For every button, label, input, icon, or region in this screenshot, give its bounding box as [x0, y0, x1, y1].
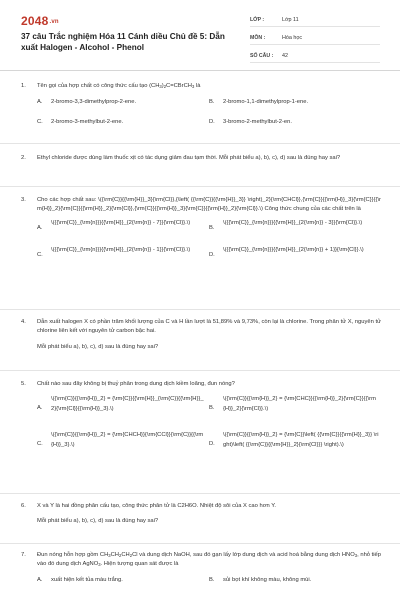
option-c[interactable]: C. 2-bromo-3-methylbut-2-ene. — [37, 119, 124, 126]
option-a[interactable]: A. xuất hiện kết tủa màu trắng. — [37, 576, 123, 583]
question-separator — [0, 370, 400, 371]
question-number: 2. — [21, 155, 26, 161]
meta-info — [250, 13, 380, 67]
question-5 — [21, 380, 381, 467]
worksheet-header — [0, 0, 400, 66]
question-text: Chất nào sau đây không bị thuỷ phân trong dung dịch kiềm loãng, đun nóng? — [37, 381, 235, 387]
question-text: Dẫn xuất halogen X có phần trăm khối lượng của C và H lần lượt là 51,89% và 9,73%, còn lại là chlorine. Trong phân tử X, nguyên tử chlorine liên kết với nguyên tử carbon bậc hai. — [37, 319, 381, 335]
option-d[interactable]: D. 3-bromo-2-methylbut-2-en. — [209, 119, 292, 126]
meta-label: LỚP : — [250, 16, 265, 23]
question-text: Cho các hợp chất sau: \({\rm{C}}{{\rm{H}}_3}{\rm{Cl}},{\left( {{\rm{C}}{{\rm{H}}_3}} \right)_2}{\rm{CHCl}},{\rm{C}}{{\rm{H}}_3}{\rm{C}}{{\rm{H}}_2}{\rm{C}}{{\rm{H}}_2}{\rm{Cl}},{\rm{C}}{{\rm{H}}_3}{\rm{C}}{{\rm{H}}_2}{\rm{Cl}}.\) Công thức chung của các chất trên là — [37, 197, 381, 213]
meta-label: SỐ CÂU : — [250, 52, 274, 59]
question-1 — [21, 82, 381, 132]
question-number: 1. — [21, 83, 26, 89]
meta-row-socau — [250, 49, 380, 63]
option-a[interactable]: A. \({{\rm{C}}_{\rm{n}}}{{\rm{H}}_{2{\rm{n}} - 7}}{\rm{Cl}}.\) — [37, 219, 191, 231]
meta-row-mon — [250, 31, 380, 45]
question-text: Đun nóng hỗn hợp gồm $CH_3CH_2CH_2Cl$ và dung dịch NaOH, sau đó gạn lấy lớp dung dịch và acid hoá bằng dung dịch $HNO_3$, nhỏ tiếp vào đó dung dịch AgNO$_3$. Hiện tượng quan sát được là — [37, 552, 382, 568]
question-number: 6. — [21, 503, 26, 509]
meta-value: Hóa học — [282, 34, 303, 41]
option-b[interactable]: B. \({\rm{C}}{{\rm{H}}_2} = {\rm{CHC}}{{\rm{H}}_2}{\rm{C}}{{\rm{H}}_2}{\rm{Cl}}.\) — [209, 396, 376, 412]
option-b[interactable]: B. \({{\rm{C}}_{\rm{n}}}{{\rm{H}}_{2{\rm{n}} - 3}}{\rm{Cl}}.\) — [209, 219, 363, 231]
options-list — [37, 219, 381, 271]
question-4 — [21, 318, 381, 352]
meta-label: MÔN : — [250, 34, 266, 41]
question-separator — [0, 143, 400, 144]
question-separator — [0, 493, 400, 494]
option-b[interactable]: B. sủi bọt khí không màu, không mùi. — [209, 576, 312, 583]
question-number: 7. — [21, 552, 26, 558]
option-d[interactable]: D. \({\rm{C}}{{\rm{H}}_2} = {\rm{C}}\left( {{\rm{C}}{{\rm{H}}_3}} \right)\left( {{\rm{C}}{{\rm{H}}_2}{\rm{Cl}}} \right).\) — [209, 432, 379, 448]
option-a[interactable]: A. 2-bromo-3,3-dimethylprop-2-ene. — [37, 99, 137, 106]
page-title: 37 câu Trắc nghiệm Hóa 11 Cánh diều Chủ đề 5: Dẫn xuất Halogen - Alcohol - Phenol — [21, 32, 225, 52]
question-7 — [21, 551, 381, 588]
options-list — [37, 98, 381, 132]
question-6 — [21, 502, 381, 527]
question-separator — [0, 186, 400, 187]
options-list — [37, 395, 381, 467]
option-c[interactable]: C. \({{\rm{C}}_{\rm{n}}}{{\rm{H}}_{2{\rm{n}} - 1}}{\rm{Cl}}.\) — [37, 246, 191, 258]
option-d[interactable]: D. \({{\rm{C}}_{\rm{n}}}{{\rm{H}}_{2{\rm{n}} + 1}}{\rm{Cl}}.\) — [209, 246, 364, 258]
site-logo[interactable]: 2048.vn — [21, 14, 59, 28]
question-text: Ethyl chloride được dùng làm thuốc xịt có tác dụng giảm đau tạm thời. Mỗi phát biểu a), b), c), d) sau là đúng hay sai? — [37, 155, 341, 161]
question-text: X và Y là hai đồng phân cấu tạo, công thức phân tử là C2H6O. Nhiệt độ sôi của X cao hơn Y. — [37, 503, 276, 509]
question-number: 4. — [21, 319, 26, 325]
question-2 — [21, 154, 381, 163]
option-a[interactable]: A. \({\rm{C}}{{\rm{H}}_2} = {\rm{C}}{{\rm{H}}_{\rm{C}}{{\rm{H}}_2}{\rm{Cl}}{{\rm{H}}_3}.\) — [37, 396, 204, 412]
meta-value: Lớp 11 — [282, 16, 299, 23]
meta-value: 42 — [282, 52, 288, 59]
question-number: 3. — [21, 197, 26, 203]
header-divider — [0, 70, 400, 71]
meta-row-lop — [250, 13, 380, 27]
question-separator — [0, 309, 400, 310]
question-3 — [21, 196, 381, 271]
option-b[interactable]: B. 2-bromo-1,1-dimethylprop-1-ene. — [209, 99, 309, 106]
question-subtext: Mỗi phát biểu a), b), c), d) sau là đúng hay sai? — [37, 518, 159, 525]
question-number: 5. — [21, 381, 26, 387]
options-list — [37, 576, 381, 588]
question-subtext: Mỗi phát biểu a), b), c), d) sau là đúng hay sai? — [37, 343, 159, 350]
question-separator — [0, 543, 400, 544]
option-c[interactable]: C. \({\rm{C}}{{\rm{H}}_2} = {\rm{CHCH}}{\rm{CCl}}{\rm{C}}{{\rm{H}}_3}.\) — [37, 432, 204, 448]
question-text: Tên gọi của hợp chất có công thức cấu tạo $(CH_3)_2C=CBrCH_3$ là — [37, 83, 201, 89]
